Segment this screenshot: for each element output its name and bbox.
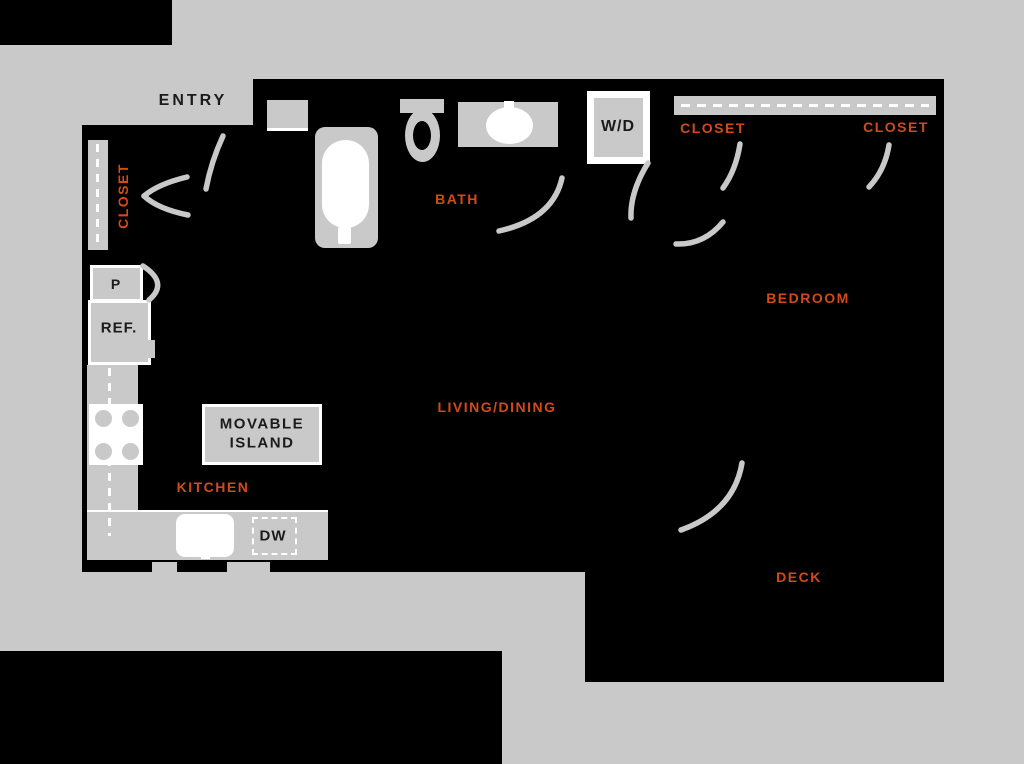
pantry-label: P (110, 276, 122, 292)
kitchen-sink-faucet (201, 543, 210, 559)
deck-label: DECK (776, 569, 822, 585)
bedroom-closet-right-label: CLOSET (863, 119, 929, 135)
living-dining-label: LIVING/DINING (437, 399, 557, 415)
refrigerator-label: REF. (100, 319, 138, 337)
entry-closet-label: CLOSET (115, 163, 131, 229)
bathtub-drain (338, 227, 351, 244)
neighbor-structure-top-left (0, 0, 172, 45)
bathtub-basin (322, 140, 369, 228)
unit-floor-bedroom-deck (585, 79, 944, 682)
stove-burner (122, 410, 139, 427)
entry-cabinet (267, 100, 308, 131)
movable-island-label: MOVABLE ISLAND (219, 415, 305, 451)
washer-dryer-label: W/D (600, 118, 636, 135)
bath-label: BATH (435, 191, 479, 207)
stove-burner (95, 410, 112, 427)
entry-label: ENTRY (158, 92, 228, 109)
refrigerator-handle (148, 340, 155, 358)
toilet-bowl-opening (413, 121, 431, 150)
bedroom-closet-rod-line (681, 104, 929, 107)
bedroom-closet-left-label: CLOSET (680, 120, 746, 136)
kitchen-label: KITCHEN (176, 479, 250, 495)
entry-closet-rod-line (96, 144, 99, 246)
neighbor-structure-bottom-left (0, 651, 502, 764)
dishwasher-label: DW (259, 527, 287, 545)
window-kitchen-sink (152, 562, 177, 572)
window-kitchen-dw (227, 562, 270, 572)
stove-burner (95, 443, 112, 460)
vanity-faucet (504, 101, 514, 118)
stove-burner (122, 443, 139, 460)
bedroom-label: BEDROOM (766, 290, 850, 306)
